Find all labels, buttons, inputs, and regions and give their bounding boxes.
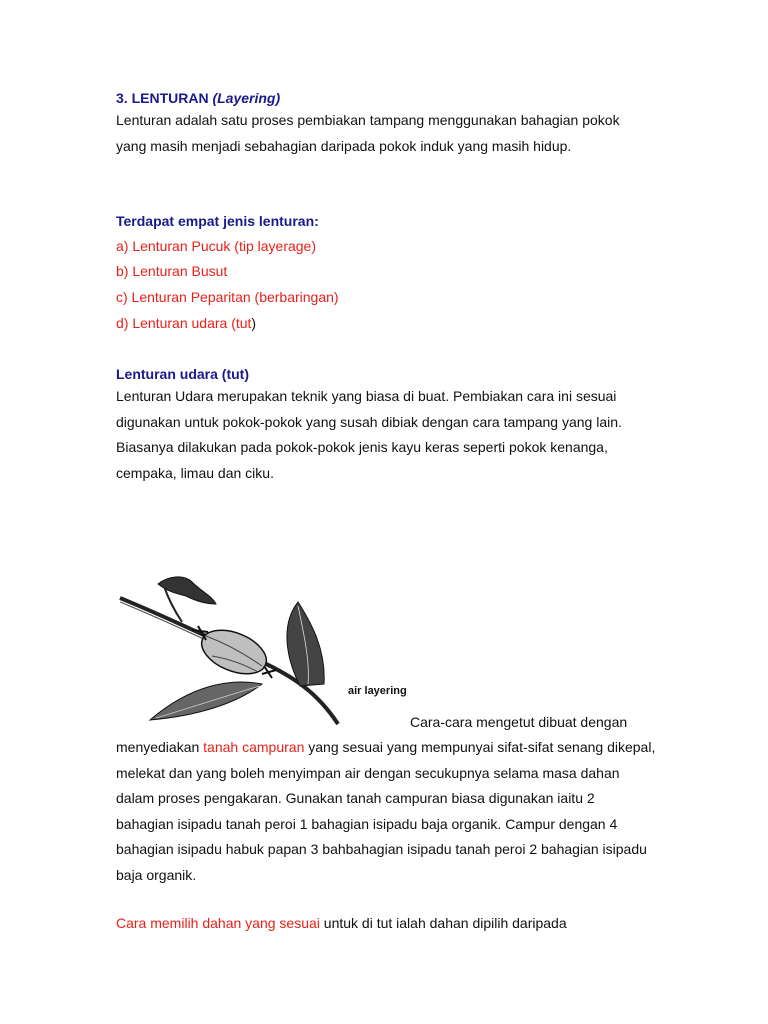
selection-rest: untuk di tut ialah dahan dipilih daripada <box>319 915 567 931</box>
method-prefix: menyediakan <box>116 739 204 755</box>
type-item <box>116 311 656 337</box>
type-item: a) Lenturan Pucuk (tip layerage) <box>116 238 316 254</box>
air-layering-heading: Lenturan udara (tut) <box>116 366 249 382</box>
type-item-suffix: ) <box>251 315 257 331</box>
selection-highlight: Cara memilih dahan yang sesuai <box>116 915 320 931</box>
air-layering-paragraph: Lenturan Udara merupakan teknik yang biasa di buat. Pembiakan cara ini sesuai digunakan untuk pokok-pokok yang susah dibiak dengan cara tampang yang lain. Biasanya dilakukan pada pokok-pokok jenis kayu keras seperti pokok kenanga, cempaka, limau dan ciku. <box>116 388 622 481</box>
air-layering-drawing <box>112 574 412 734</box>
type-item: c) Lenturan Peparitan (berbaringan) <box>116 289 339 305</box>
method-rest: yang sesuai yang mempunyai sifat-sifat senang dikepal, melekat dan yang boleh menyimpan air dengan secukupnya selama masa dahan dalam proses pengakaran. Gunakan tanah campuran biasa digunakan iaitu 2 bahagian isipadu tanah peroi 1 bahagian isipadu baja organik. Campur dengan 4 bahagian isipadu habuk papan 3 bahbahagian isipadu tanah peroi 2 bahagian isipadu baja organik. <box>116 739 656 883</box>
intro-paragraph: Lenturan adalah satu proses pembiakan tampang menggunakan bahagian pokok yang masih menjadi sebahagian daripada pokok induk yang masih hidup. <box>116 112 620 154</box>
section-number: 3. LENTURAN <box>116 90 213 106</box>
air-layering-illustration <box>112 574 412 734</box>
method-highlight: tanah campuran <box>203 739 305 755</box>
type-item: b) Lenturan Busut <box>116 263 228 279</box>
method-paragraph <box>116 735 656 888</box>
selection-paragraph <box>116 911 656 937</box>
section-title-italic: (Layering) <box>212 90 281 106</box>
method-first-line: Cara-cara mengetut dibuat dengan <box>410 714 628 730</box>
types-heading: Terdapat empat jenis lenturan: <box>116 213 319 229</box>
figure-caption: air layering <box>348 685 407 697</box>
type-item-text: d) Lenturan udara (tut <box>116 315 252 331</box>
